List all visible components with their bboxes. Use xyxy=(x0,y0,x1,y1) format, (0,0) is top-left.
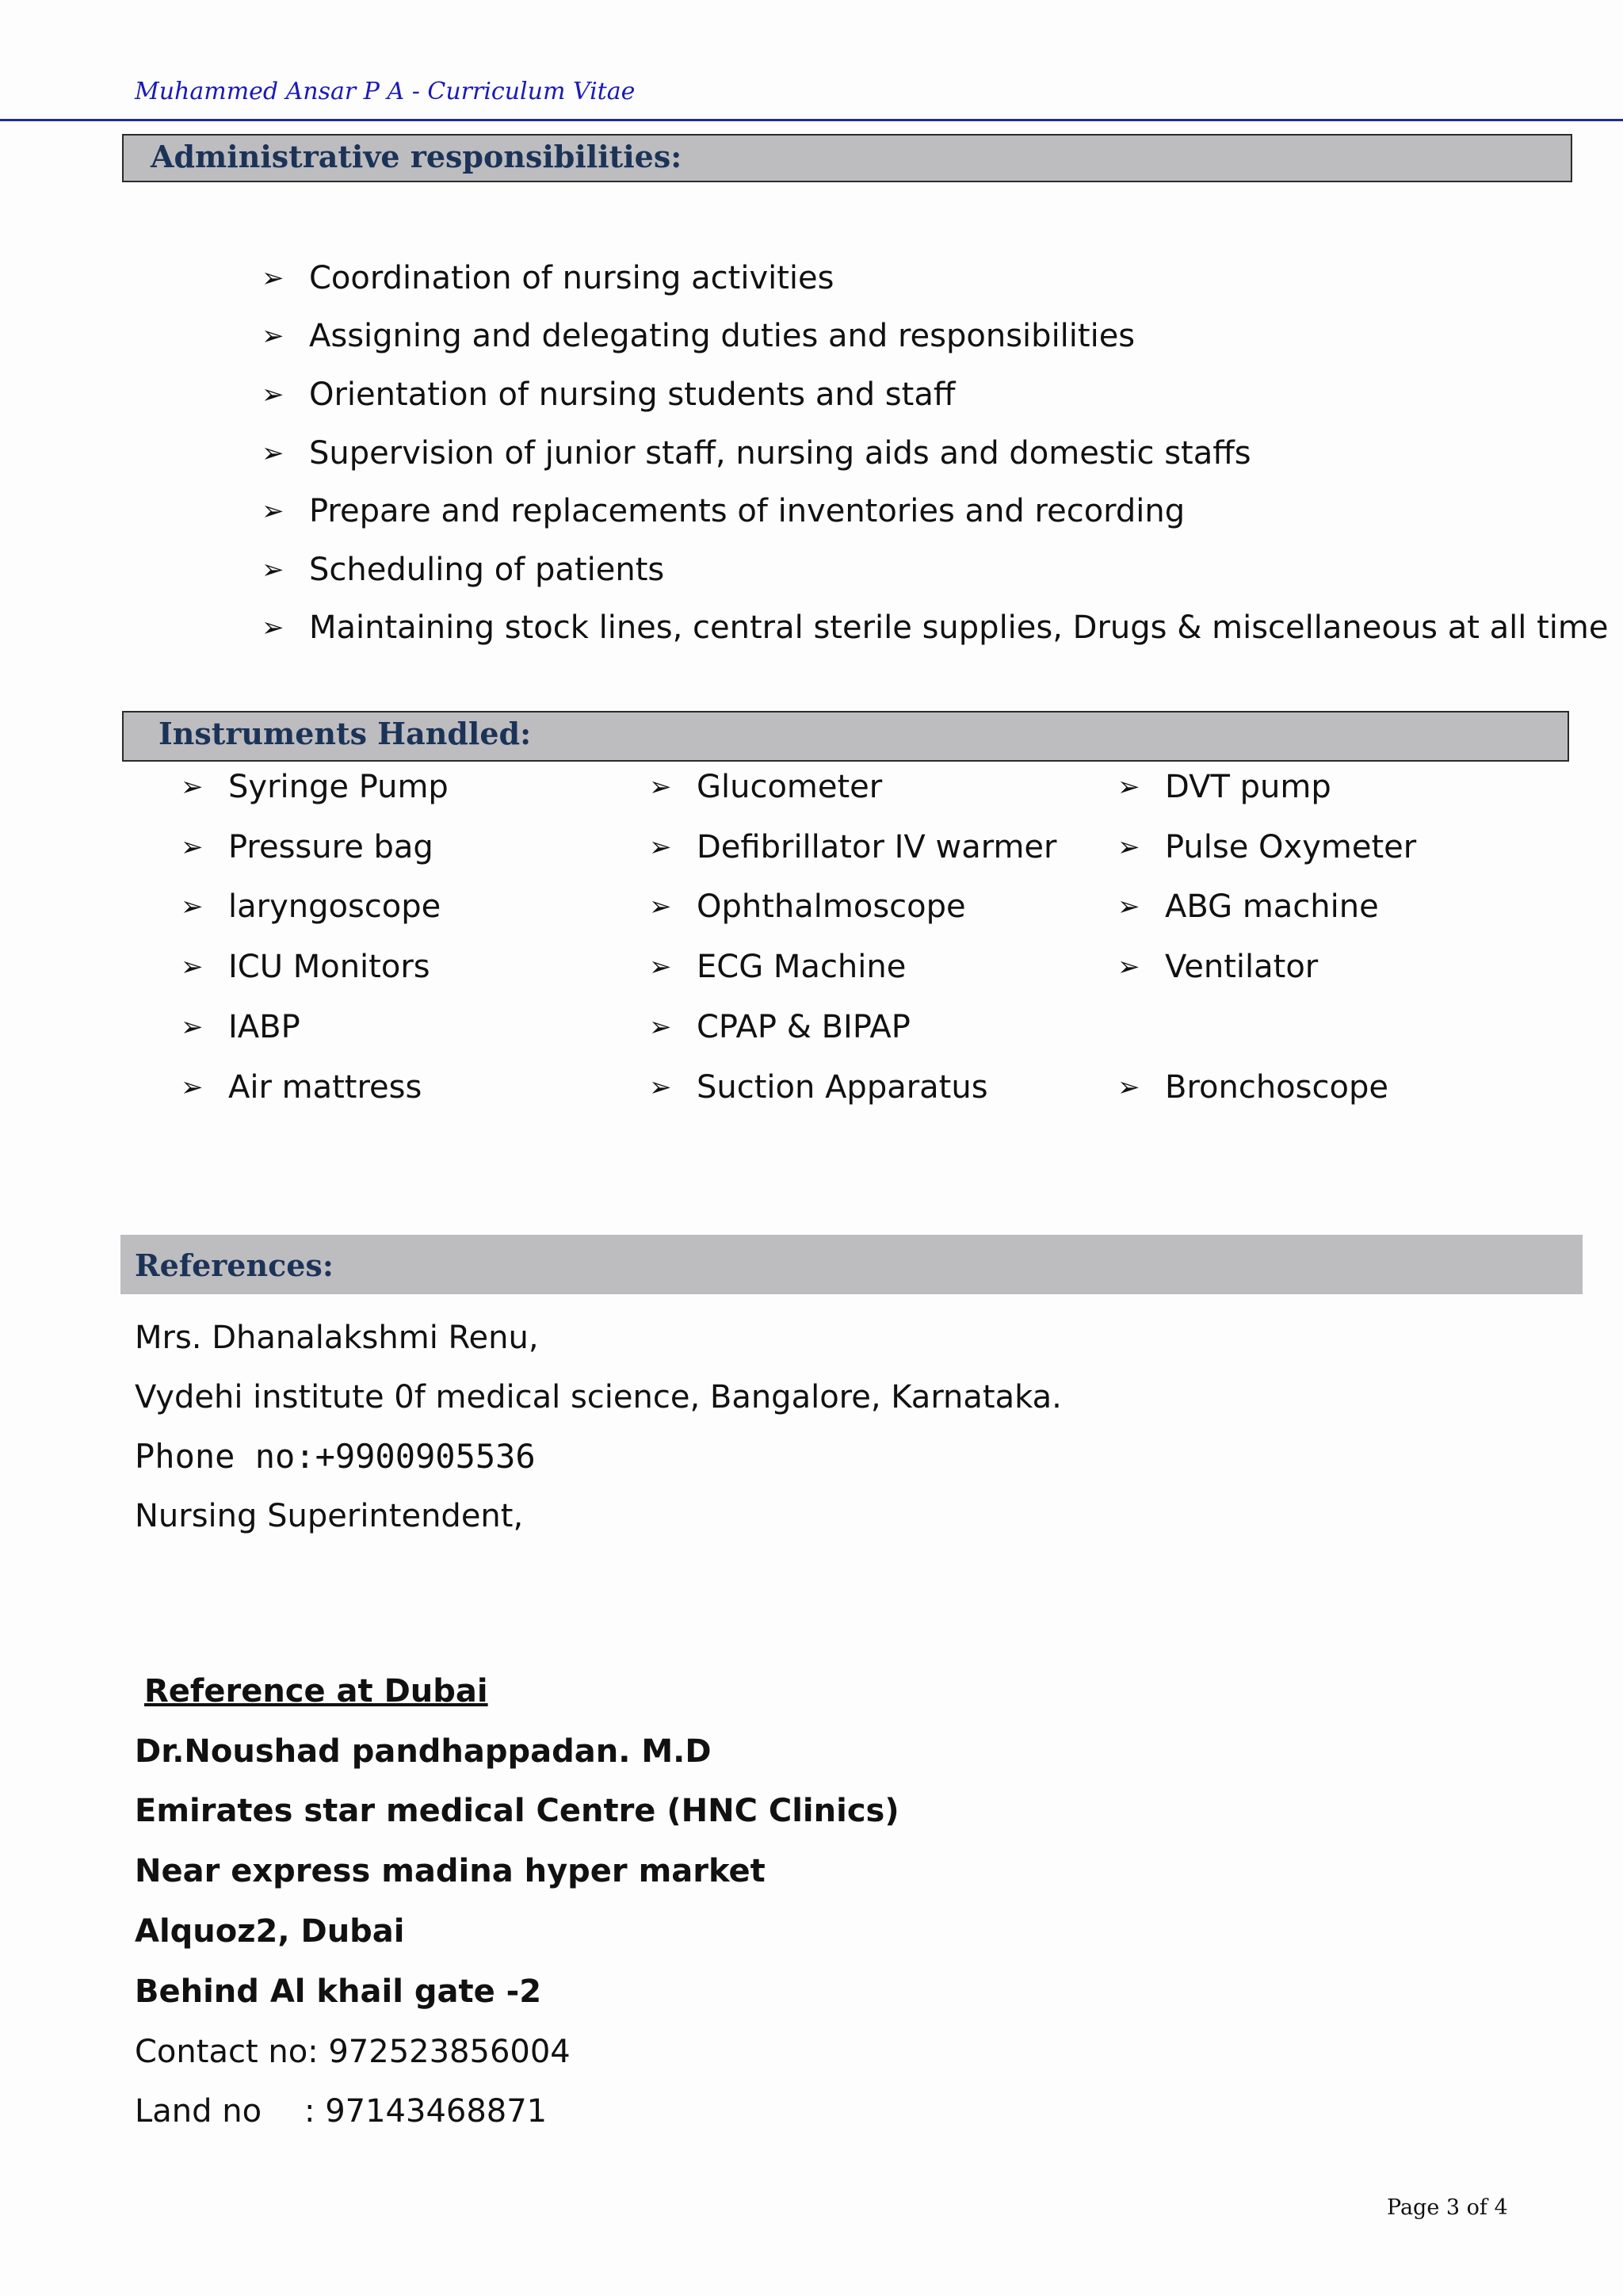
arrow-bullet-icon: ➢ xyxy=(649,891,672,923)
dubai-reference-title: Reference at Dubai xyxy=(144,1672,488,1710)
arrow-bullet-icon: ➢ xyxy=(1117,770,1140,803)
dubai-reference-near: Near express madina hyper market xyxy=(135,1853,766,1890)
instrument-item: ➢ Pressure bag xyxy=(181,828,433,865)
instrument-item: ➢ ECG Machine xyxy=(649,949,907,986)
list-item: ➢ Prepare and replacements of inventories and recording xyxy=(262,493,1186,530)
land-number-value: : 97143468871 xyxy=(304,2093,548,2130)
instrument-item: ➢ laryngoscope xyxy=(181,888,441,926)
instrument-item: ➢ IABP xyxy=(181,1009,300,1046)
admin-list xyxy=(262,249,1608,657)
instrument-item: ➢ ICU Monitors xyxy=(181,949,430,986)
arrow-bullet-icon: ➢ xyxy=(262,378,285,411)
admin-section-title: Administrative responsibilities: xyxy=(151,139,682,174)
reference-india xyxy=(135,1308,1062,1545)
instrument-row xyxy=(181,997,1607,1057)
arrow-bullet-icon: ➢ xyxy=(262,437,285,469)
arrow-bullet-icon: ➢ xyxy=(262,495,285,528)
arrow-bullet-icon: ➢ xyxy=(262,262,285,294)
instrument-item: ➢ DVT pump xyxy=(1117,768,1331,805)
arrow-bullet-icon: ➢ xyxy=(1117,831,1140,863)
land-number-label: Land no xyxy=(135,2093,262,2130)
arrow-bullet-icon: ➢ xyxy=(181,1011,204,1044)
instrument-item: ➢ Defibrillator IV warmer xyxy=(649,828,1057,865)
arrow-bullet-icon: ➢ xyxy=(181,951,204,984)
instruments-grid xyxy=(181,757,1607,1117)
dubai-land-number xyxy=(135,2082,899,2142)
instrument-item: ➢ Bronchoscope xyxy=(1117,1068,1388,1106)
list-item: ➢ Supervision of junior staff, nursing aids and domestic staffs xyxy=(262,434,1251,472)
instrument-item: ➢ Syringe Pump xyxy=(181,768,449,805)
instrument-row xyxy=(181,757,1607,817)
reference-role: Nursing Superintendent, xyxy=(135,1497,524,1534)
dubai-reference-area: Alquoz2, Dubai xyxy=(135,1913,405,1950)
arrow-bullet-icon: ➢ xyxy=(1117,891,1140,923)
arrow-bullet-icon: ➢ xyxy=(181,831,204,863)
arrow-bullet-icon: ➢ xyxy=(181,891,204,923)
reference-institute: Vydehi institute 0f medical science, Bangalore, Karnataka. xyxy=(135,1378,1062,1415)
instrument-item: ➢ Ventilator xyxy=(1117,949,1319,986)
instrument-item: ➢ Glucometer xyxy=(649,768,883,805)
page-number: Page 3 of 4 xyxy=(1387,2195,1508,2220)
arrow-bullet-icon: ➢ xyxy=(649,770,672,803)
reference-phone: Phone no:+9900905536 xyxy=(135,1437,536,1476)
arrow-bullet-icon: ➢ xyxy=(1117,1071,1140,1103)
arrow-bullet-icon: ➢ xyxy=(262,553,285,586)
header-divider xyxy=(0,119,1623,121)
dubai-reference-org: Emirates star medical Centre (HNC Clinics) xyxy=(135,1793,899,1830)
header-title: Muhammed Ansar P A - Curriculum Vitae xyxy=(135,78,636,105)
arrow-bullet-icon: ➢ xyxy=(181,1071,204,1103)
reference-dubai xyxy=(135,1661,899,2141)
arrow-bullet-icon: ➢ xyxy=(649,951,672,984)
list-item: ➢ Maintaining stock lines, central sterile supplies, Drugs & miscellaneous at all time xyxy=(262,609,1609,647)
dubai-contact-number: Contact no: 972523856004 xyxy=(135,2033,571,2070)
list-item: ➢ Assigning and delegating duties and responsibilities xyxy=(262,318,1136,355)
arrow-bullet-icon: ➢ xyxy=(262,320,285,353)
list-item: ➢ Scheduling of patients xyxy=(262,551,665,588)
instrument-item: ➢ Air mattress xyxy=(181,1068,422,1106)
arrow-bullet-icon: ➢ xyxy=(262,612,285,644)
instrument-item: ➢ ABG machine xyxy=(1117,888,1379,926)
references-section-bar xyxy=(120,1235,1583,1294)
instruments-section-bar xyxy=(122,711,1569,762)
arrow-bullet-icon: ➢ xyxy=(181,770,204,803)
instrument-item: ➢ Ophthalmoscope xyxy=(649,888,966,926)
references-section-title: References: xyxy=(135,1247,334,1283)
admin-section-bar xyxy=(122,134,1572,182)
instrument-item: ➢ Pulse Oxymeter xyxy=(1117,828,1417,865)
arrow-bullet-icon: ➢ xyxy=(649,1071,672,1103)
instruments-section-title: Instruments Handled: xyxy=(158,716,532,751)
list-item: ➢ Orientation of nursing students and staff xyxy=(262,376,956,413)
reference-name: Mrs. Dhanalakshmi Renu, xyxy=(135,1319,539,1356)
arrow-bullet-icon: ➢ xyxy=(649,1011,672,1044)
dubai-reference-name: Dr.Noushad pandhappadan. M.D xyxy=(135,1733,712,1770)
instrument-row xyxy=(181,1057,1607,1117)
instrument-item: ➢ Suction Apparatus xyxy=(649,1068,988,1106)
list-item: ➢ Coordination of nursing activities xyxy=(262,259,834,296)
instrument-row xyxy=(181,877,1607,938)
instrument-item: ➢ CPAP & BIPAP xyxy=(649,1009,911,1046)
instrument-row xyxy=(181,937,1607,997)
arrow-bullet-icon: ➢ xyxy=(649,831,672,863)
arrow-bullet-icon: ➢ xyxy=(1117,951,1140,984)
instrument-row xyxy=(181,817,1607,877)
dubai-reference-behind: Behind Al khail gate -2 xyxy=(135,1973,542,2010)
